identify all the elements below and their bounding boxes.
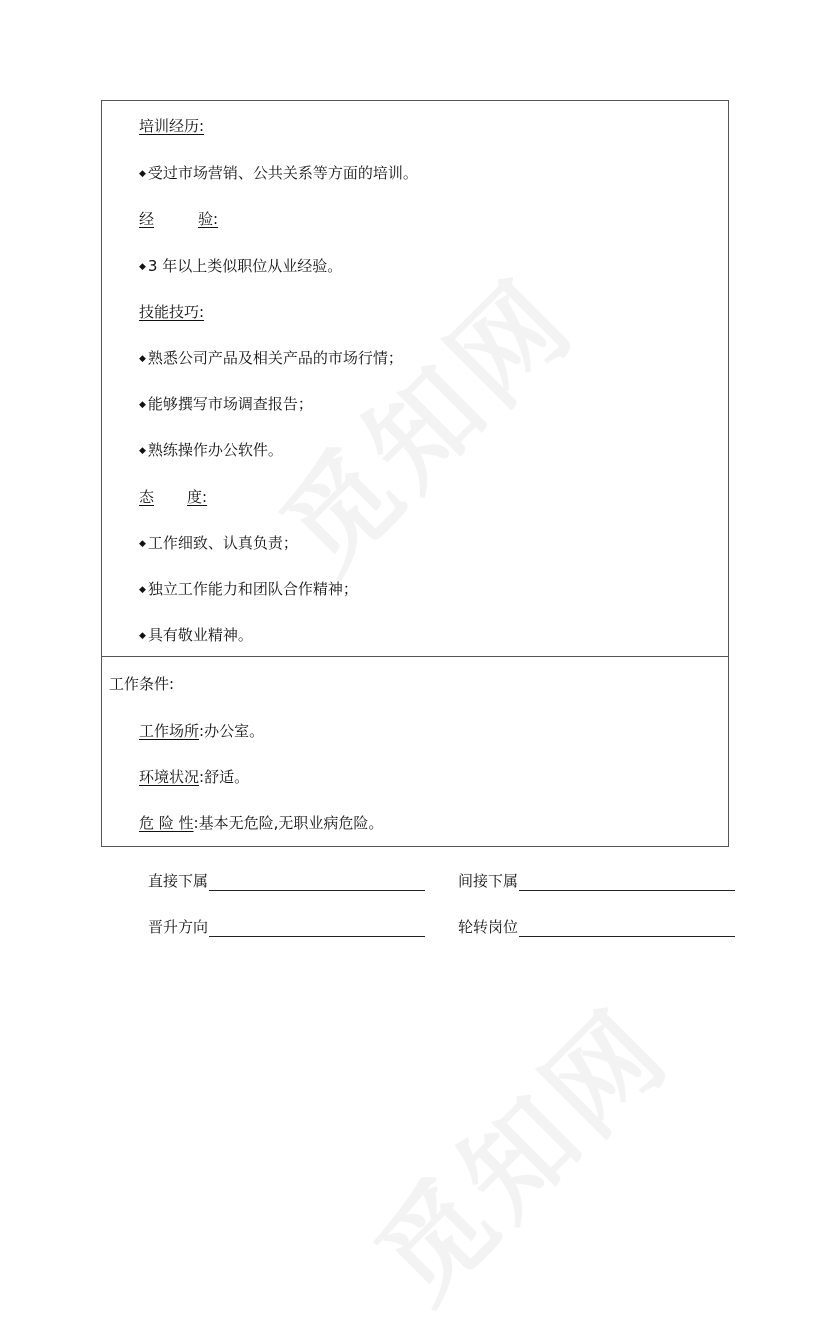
indirect-subordinate-label: 间接下属 bbox=[458, 872, 519, 890]
experience-item: ◆ 3 年以上类似职位从业经验。 bbox=[139, 257, 343, 275]
skills-item: ◆ 熟练操作办公软件。 bbox=[139, 441, 283, 459]
rotation-blank[interactable] bbox=[519, 935, 735, 937]
work-place-value: :办公室。 bbox=[199, 722, 265, 740]
direct-subordinate-label: 直接下属 bbox=[148, 872, 209, 890]
training-label: 培训经历: bbox=[139, 117, 205, 135]
diamond-bullet-icon: ◆ bbox=[139, 446, 146, 456]
environment-row bbox=[139, 766, 249, 787]
promotion-label: 晋升方向 bbox=[148, 918, 209, 936]
work-place-row bbox=[139, 720, 264, 741]
risk-row bbox=[139, 812, 383, 833]
environment-value: :舒适。 bbox=[199, 768, 250, 786]
environment-label: 环境状况 bbox=[139, 768, 200, 786]
diamond-bullet-icon: ◆ bbox=[139, 585, 146, 595]
diamond-bullet-icon: ◆ bbox=[139, 169, 146, 179]
risk-label: 危 险 性 bbox=[139, 814, 194, 832]
direct-subordinate-blank[interactable] bbox=[209, 889, 425, 891]
diamond-bullet-icon: ◆ bbox=[139, 354, 146, 364]
diamond-bullet-icon: ◆ bbox=[139, 262, 146, 272]
attitude-item: ◆ 独立工作能力和团队合作精神； bbox=[139, 580, 358, 598]
attitude-item: ◆ 具有敬业精神。 bbox=[139, 626, 253, 644]
work-place-label: 工作场所 bbox=[139, 722, 200, 740]
promotion-row bbox=[148, 916, 425, 937]
direct-subordinate-row bbox=[148, 870, 425, 891]
risk-value: :基本无危险,无职业病危险。 bbox=[193, 814, 384, 832]
work-conditions-title: 工作条件: bbox=[109, 675, 175, 693]
diamond-bullet-icon: ◆ bbox=[139, 400, 146, 410]
work-conditions-section bbox=[101, 657, 729, 847]
attitude-item: ◆ 工作细致、认真负责； bbox=[139, 534, 298, 552]
skills-label: 技能技巧: bbox=[139, 303, 205, 321]
watermark bbox=[336, 968, 698, 1330]
skills-item: ◆ 熟悉公司产品及相关产品的市场行情； bbox=[139, 349, 403, 367]
rotation-row bbox=[458, 916, 735, 937]
rotation-label: 轮转岗位 bbox=[458, 918, 519, 936]
skills-item: ◆ 能够撰写市场调查报告； bbox=[139, 395, 313, 413]
attitude-label: 态 度: bbox=[139, 488, 208, 506]
diamond-bullet-icon: ◆ bbox=[139, 631, 146, 641]
indirect-subordinate-blank[interactable] bbox=[519, 889, 735, 891]
experience-label: 经 验: bbox=[139, 210, 219, 228]
indirect-subordinate-row bbox=[458, 870, 735, 891]
qualifications-section bbox=[101, 100, 729, 657]
diamond-bullet-icon: ◆ bbox=[139, 539, 146, 549]
promotion-blank[interactable] bbox=[209, 935, 425, 937]
training-item: ◆ 受过市场营销、公共关系等方面的培训。 bbox=[139, 164, 418, 182]
job-description-table bbox=[101, 100, 729, 847]
